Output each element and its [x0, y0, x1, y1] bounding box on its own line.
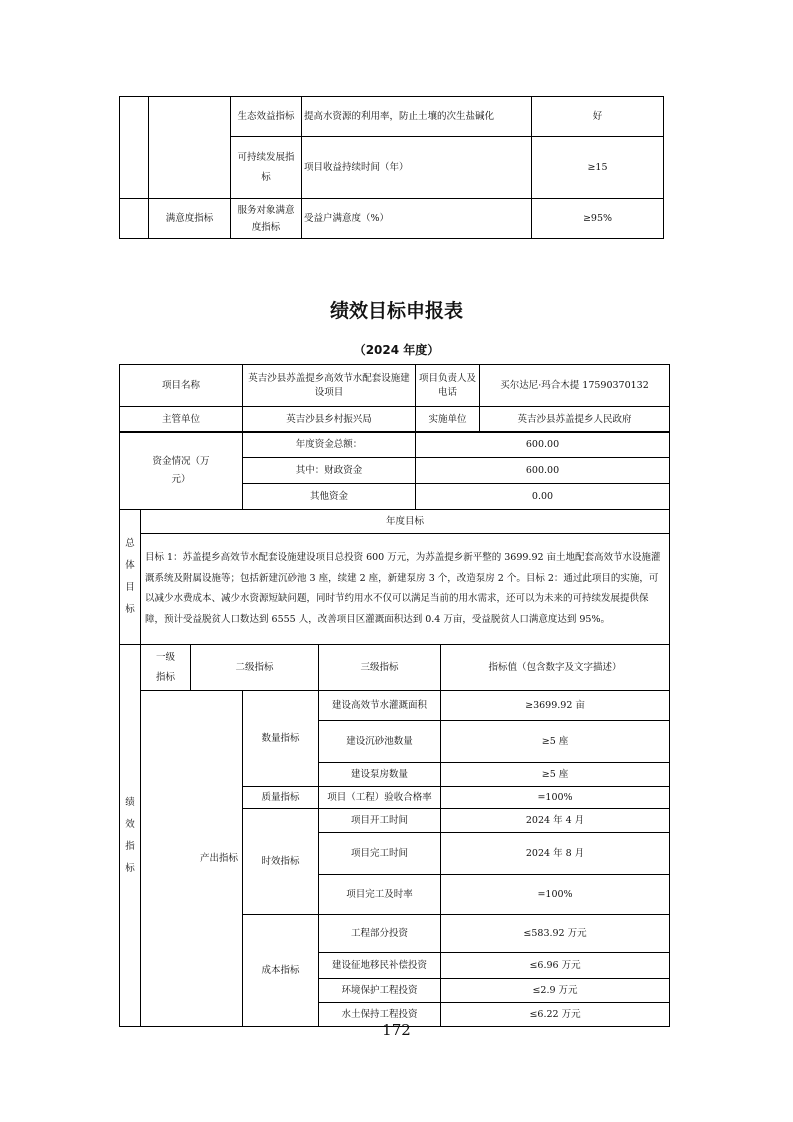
project-name: 英吉沙县苏盖提乡高效节水配套设施建设项目 [243, 365, 416, 407]
indicators-side-text: 绩效指标 [125, 796, 135, 874]
indicator-l3: 建设泵房数量 [319, 763, 441, 787]
indicator-l3: 建设高效节水灌溉面积 [319, 691, 441, 721]
impl: 英吉沙县苏盖提乡人民政府 [480, 407, 670, 433]
project-name-label: 项目名称 [120, 365, 243, 407]
fund-table [119, 431, 670, 510]
level3-cell: 受益户满意度（%） [302, 199, 532, 239]
fund-total-label: 年度资金总额： [243, 432, 416, 458]
header-l1-text: 一级指标 [155, 651, 175, 683]
group-time: 时效指标 [243, 809, 319, 915]
goal-table [119, 509, 670, 645]
level1-cell [149, 97, 231, 199]
fund-other-label: 其他资金 [243, 484, 416, 510]
level3-cell: 项目收益持续时间（年） [302, 137, 532, 199]
header-l2: 二级指标 [191, 645, 319, 691]
goal-text: 目标 1：苏盖提乡高效节水配套设施建设项目总投资 600 万元，为苏盖提乡新平整的 3699.92 亩土地配套高效节水设施灌溉系统及附属设施等；包括新建沉砂池 3 座，续建 2 座，新建泵房 3 个，改造泵房 2 个。目标 2：通过此项目的实施，可以减少水费成本、减少水资源短缺问题，同时节约用水不仅可以满足当前的用水需求，还可以为未来的可持续发展提供保障，预计受益脱贫人口数达到 6555 人，改善项目区灌溉面积达到 0.4 万亩，受益脱贫人口满意度达到 95%。 [141, 534, 670, 645]
indicator-l3: 项目开工时间 [319, 809, 441, 833]
side-cell [120, 199, 149, 239]
indicator-value: ≥5 座 [441, 721, 670, 763]
indicator-l3: 建设沉砂池数量 [319, 721, 441, 763]
form-title: 绩效目标申报表 [329, 300, 463, 322]
indicator-l3: 水土保持工程投资 [319, 1003, 441, 1027]
indicator-value: =100% [441, 875, 670, 915]
fund-fiscal: 600.00 [416, 458, 670, 484]
indicators-side-label [120, 645, 141, 1027]
page-number: 172 [382, 1021, 411, 1039]
indicator-value: ≥5 座 [441, 763, 670, 787]
goal-header: 年度目标 [141, 510, 670, 534]
value-cell: 好 [532, 97, 664, 137]
indicator-value: 2024 年 4 月 [441, 809, 670, 833]
side-cell [120, 97, 149, 199]
indicators-table [119, 644, 670, 1027]
indicator-l3: 建设征地移民补偿投资 [319, 953, 441, 979]
dept-label: 主管单位 [120, 407, 243, 433]
fund-fiscal-label: 其中：财政资金 [243, 458, 416, 484]
level3-cell: 提高水资源的利用率，防止土壤的次生盐碱化 [302, 97, 532, 137]
header-value: 指标值（包含数字及文字描述） [441, 645, 670, 691]
fund-label-text: 资金情况（万元） [152, 455, 210, 485]
header-l1 [141, 645, 191, 691]
indicator-l3: 工程部分投资 [319, 915, 441, 953]
level2-cell: 生态效益指标 [231, 97, 302, 137]
indicator-value: ≤6.22 万元 [441, 1003, 670, 1027]
indicator-value: ≥3699.92 亩 [441, 691, 670, 721]
group-quality: 质量指标 [243, 787, 319, 809]
indicator-value: ≤6.96 万元 [441, 953, 670, 979]
indicator-l3: 项目（工程）验收合格率 [319, 787, 441, 809]
indicator-l3: 环境保护工程投资 [319, 979, 441, 1003]
output-label: 产出指标 [141, 691, 243, 1027]
fund-other: 0.00 [416, 484, 670, 510]
contact-label: 项目负责人及电话 [416, 365, 480, 407]
top-indicator-table [119, 96, 664, 239]
dept: 英吉沙县乡村振兴局 [243, 407, 416, 433]
group-cost: 成本指标 [243, 915, 319, 1027]
indicator-value: ≤583.92 万元 [441, 915, 670, 953]
indicator-value: =100% [441, 787, 670, 809]
level2-cell: 可持续发展指标 [231, 137, 302, 199]
fund-label [120, 432, 243, 510]
indicator-l3: 项目完工时间 [319, 833, 441, 875]
goal-side-label [120, 510, 141, 645]
goal-side-text: 总体目标 [125, 538, 135, 615]
header-l3: 三级指标 [319, 645, 441, 691]
impl-label: 实施单位 [416, 407, 480, 433]
value-cell: ≥95% [532, 199, 664, 239]
level2-cell: 服务对象满意度指标 [231, 199, 302, 239]
group-quantity: 数量指标 [243, 691, 319, 787]
fund-total: 600.00 [416, 432, 670, 458]
contact: 买尔达尼·玛合木提 17590370132 [480, 365, 670, 407]
indicator-l3: 项目完工及时率 [319, 875, 441, 915]
value-cell: ≥15 [532, 137, 664, 199]
indicator-value: 2024 年 8 月 [441, 833, 670, 875]
level1-cell: 满意度指标 [149, 199, 231, 239]
project-info-table [119, 364, 670, 433]
form-year: （2024 年度） [353, 343, 440, 357]
indicator-value: ≤2.9 万元 [441, 979, 670, 1003]
